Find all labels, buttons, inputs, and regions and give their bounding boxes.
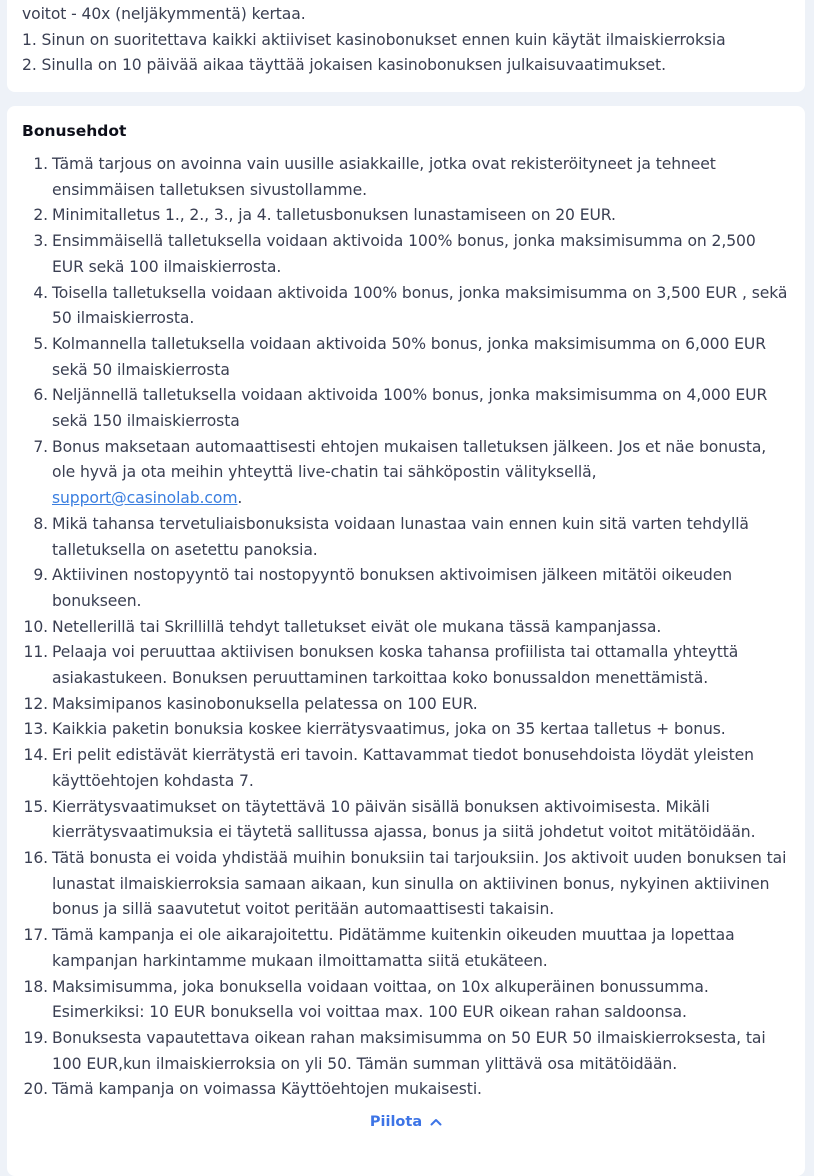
terms-item-number: 14. [23,746,48,765]
terms-item [22,975,790,1026]
wagering-line: 1. Sinun on suoritettava kaikki aktiiviset kasinobonukset ennen kuin käytät ilmaiskierroksia [22,30,726,49]
terms-item-text: Pelaaja voi peruuttaa aktiivisen bonuksen koska tahansa profiilista tai ottamalla yhteyttä asiakastukeen. Bonuksen peruuttaminen tarkoittaa koko bonussaldon menettämistä. [52,643,739,688]
support-email-link[interactable]: support@casinolab.com [52,489,238,508]
terms-item-text: Tämä kampanja ei ole aikarajoitettu. Pidätämme kuitenkin oikeuden muuttaa ja lopettaa kampanjan harkintamme mukaan ilmoittamatta siitä etukäteen. [52,926,735,970]
terms-item-text: Eri pelit edistävät kierrätystä eri tavoin. Kattavammat tiedot bonusehdoista löydät yleisten käyttöehtojen kohdasta 7. [52,746,754,790]
terms-item [22,229,790,280]
terms-item-text: Aktiivinen nostopyyntö tai nostopyyntö bonuksen aktivoimisen jälkeen mitätöi oikeuden bonukseen. [52,566,732,610]
terms-item [22,692,790,718]
terms-item [22,281,790,332]
terms-item-number: 19. [23,1028,48,1047]
terms-item-text-end: . [237,489,243,508]
terms-item-text: Kaikkia paketin bonuksia koskee kierrätysvaatimus, joka on 35 kertaa talletus + bonus. [52,720,726,739]
terms-item [22,743,790,794]
terms-item-number: 11. [23,643,48,662]
terms-item-number: 5. [33,334,48,353]
terms-item-text: Maksimipanos kasinobonuksella pelatessa on 100 EUR. [52,694,478,713]
terms-item [22,1077,790,1103]
terms-item [22,152,790,203]
terms-item-text: Tämä kampanja on voimassa Käyttöehtojen mukaisesti. [52,1080,482,1099]
terms-item-text: Minimitalletus 1., 2., 3., ja 4. talletusbonuksen lunastamiseen on 20 EUR. [52,206,616,225]
terms-item-text: Toisella talletuksella voidaan aktivoida 100% bonus, jonka maksimisumma on 3,500 EUR , sekä 50 ilmaiskierrosta. [52,283,788,328]
terms-item [22,435,790,512]
terms-item [22,923,790,974]
terms-title: Bonusehdot [22,122,127,140]
terms-item [22,383,790,434]
bonus-terms-card [7,106,805,1176]
terms-item-text: Maksimisumma, joka bonuksella voidaan voittaa, on 10x alkuperäinen bonussumma. Esimerkiksi: 10 EUR bonuksella voi voittaa max. 100 EUR oikean rahan saldoonsa. [52,977,709,1022]
terms-item-number: 3. [33,232,48,251]
terms-item [22,717,790,743]
terms-item [22,332,790,383]
terms-item [22,563,790,614]
terms-item [22,615,790,641]
terms-list [22,152,790,1103]
hide-terms-label: Piilota [369,1114,423,1130]
terms-item-number: 9. [33,566,48,585]
terms-item-text: Neljännellä talletuksella voidaan aktivoida 100% bonus, jonka maksimisumma on 4,000 EUR sekä 150 ilmaiskierrosta [52,386,768,431]
terms-item-text: Netellerillä tai Skrillillä tehdyt talletukset eivät ole mukana tässä kampanjassa. [52,617,662,636]
terms-item-number: 10. [23,617,48,636]
terms-item-number: 15. [23,797,48,816]
terms-item-number: 13. [23,720,48,739]
terms-item-text: Tämä tarjous on avoinna vain uusille asiakkaille, jotka ovat rekisteröityneet ja tehneet ensimmäisen talletuksen sivustollamme. [52,155,716,199]
terms-item [22,203,790,229]
terms-item [22,846,790,923]
terms-item-number: 6. [33,386,48,405]
chevron-up-icon [430,1118,442,1126]
terms-item-text: Bonus maksetaan automaattisesti ehtojen mukaisen talletuksen jälkeen. Jos et näe bonusta, ole hyvä ja ota meihin yhteyttä live-chatin tai sähköpostin välityksellä, [52,437,767,482]
terms-item-number: 16. [23,848,48,867]
terms-item-number: 12. [23,694,48,713]
wagering-line: 2. Sinulla on 10 päivää aikaa täyttää jokaisen kasinobonuksen julkaisuvaatimukset. [22,56,666,75]
terms-item-text: Kierrätysvaatimukset on täytettävä 10 päivän sisällä bonuksen aktivoimisesta. Mikäli kierrätysvaatimuksia ei täytetä sallitussa ajassa, bonus ja siitä johdetut voitot mitätöidään. [52,797,756,842]
terms-item-text: Kolmannella talletuksella voidaan aktivoida 50% bonus, jonka maksimisumma on 6,000 EUR sekä 50 ilmaiskierrosta [52,334,766,379]
terms-item [22,795,790,846]
terms-item-number: 1. [33,155,48,173]
terms-item-number: 7. [33,437,48,456]
terms-item-number: 8. [33,514,48,533]
terms-item-number: 18. [23,977,48,996]
terms-item-number: 17. [23,926,48,945]
terms-item-text: Tätä bonusta ei voida yhdistää muihin bonuksiin tai tarjouksiin. Jos aktivoit uuden bonuksen tai lunastat ilmaiskierroksia samaan aikaan, kun sinulla on aktiivinen bonus, nykyinen aktiivinen bonus ja sillä saavutetut voitot peritään automaattisesti takaisin. [52,848,787,919]
terms-item [22,640,790,691]
terms-item-text: Mikä tahansa tervetuliaisbonuksista voidaan lunastaa vain ennen kuin sitä varten tehdyllä talletuksella on asetettu panoksia. [52,514,749,559]
terms-item-text: Ensimmäisellä talletuksella voidaan aktivoida 100% bonus, jonka maksimisumma on 2,500 EUR sekä 100 ilmaiskierrosta. [52,232,756,276]
wagering-card [7,0,805,92]
terms-item [22,1026,790,1077]
terms-item-number: 4. [33,283,48,302]
terms-item-number: 2. [33,206,48,225]
terms-item-number: 20. [23,1080,48,1099]
terms-item-text: Bonuksesta vapautettava oikean rahan maksimisumma on 50 EUR 50 ilmaiskierroksesta, tai 100 EUR,kun ilmaiskierroksia on yli 50. Tämän summan ylittävä osa mitätöidään. [52,1028,766,1073]
wagering-line: voitot - 40x (neljäkymmentä) kertaa. [22,5,306,23]
hide-terms-button[interactable] [7,1114,805,1130]
terms-item [22,512,790,563]
